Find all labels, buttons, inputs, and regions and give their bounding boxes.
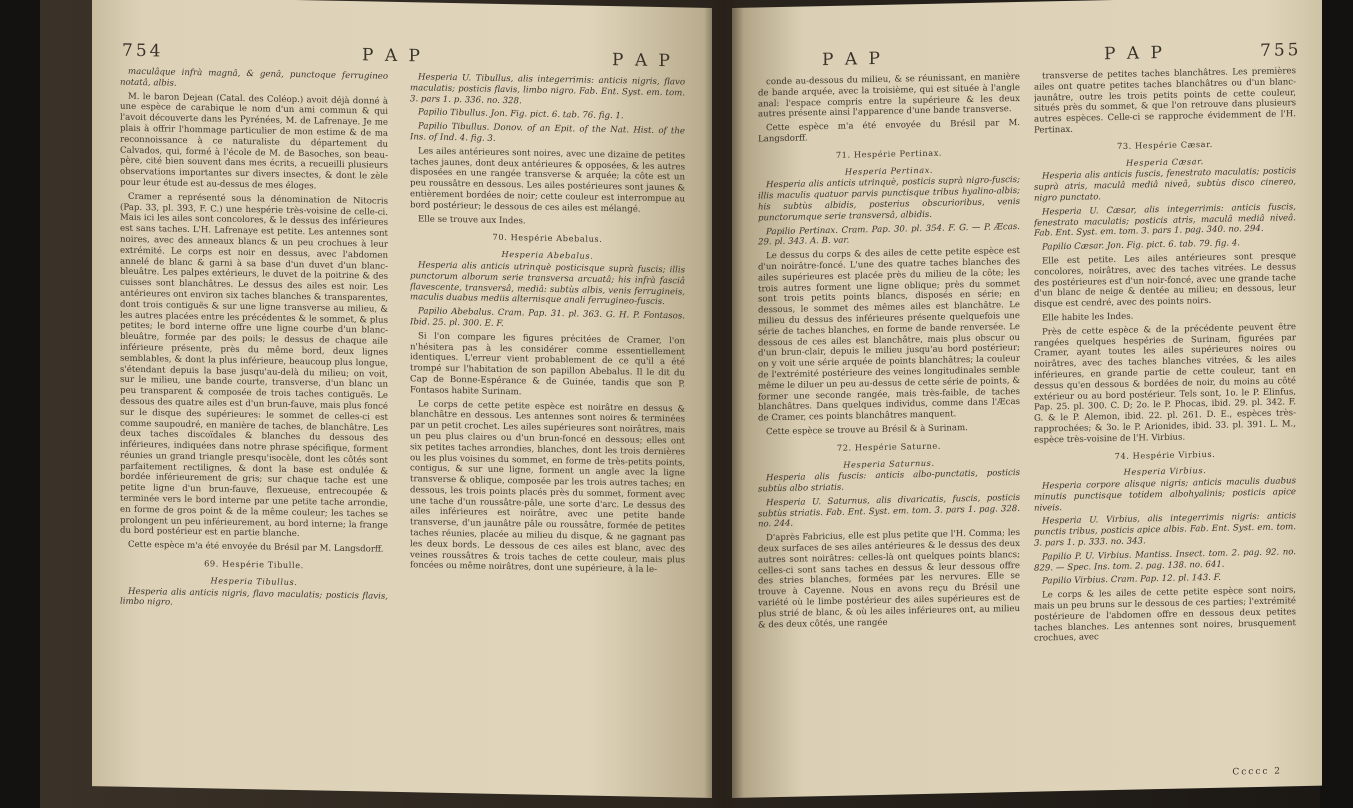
species-heading: 71. Hespérie Pertinax. xyxy=(835,147,943,160)
right-running-title-2: P A P xyxy=(1104,42,1165,65)
species-heading: Hesperia Tibullus. xyxy=(210,575,298,587)
left-column-2 xyxy=(410,72,685,787)
paragraph: Hesperia alis fuscis: anticis albo-punctatis, posticis subtùs albo striatis. xyxy=(758,468,1020,495)
paragraph: Papilio Pertinax. Cram. Pap. 30. pl. 354. F. G. — P. Æcas. 29. pl. 343. A. B. var. xyxy=(758,221,1020,248)
paragraph: Papilio Tibullus. Donov. of an Epit. of the Nat. Hist. of the Ins. of Ind. 4. fig. 3. xyxy=(410,121,685,144)
species-heading: 74. Hespérie Virbius. xyxy=(1114,448,1216,461)
left-running-title: P A P xyxy=(362,45,423,67)
paragraph: Le corps de cette petite espèce est noirâtre en dessus & blanchâtre en dessous. Les antennes sont noires & terminées par un petit crochet. Les ailes supérieures sont noirâtres, mais un peu plus claires ou d'un brun-foncé en dessous; elles ont six petites taches arrondies, blanches, dont les trois dernières ou les plus voisines du sommet, en forme de très-petits points, contigus, & sur une ligne, forment un angle avec la ligne transverse & oblique, composée par les trois autres taches; en dessous, les trois points placés près du sommet, forment avec une tache d'un roussâtre-pâle, une sorte d'arc. Le dessus des ailes inférieures est noirâtre, avec une petite bande transverse, d'un jaunâtre pâle ou roussâtre, formée de petites taches réunies, placée au milieu du disque, & ne gagnant pas les deux bords. Le dessous de ces ailes est blanc, avec des veines roussâtres & trois taches de cette couleur, mais plus foncées ou même noirâtres, dont une supérieure, à la le- xyxy=(410,398,685,576)
species-heading: 69. Hespérie Tibulle. xyxy=(204,558,304,571)
paragraph: Hesperia alis anticis utrinquè posticisque suprà fuscis; illis punctorum alborum serie transversa arcuatâ; his infrà fasciâ flavescente, transversâ, mediâ: subtùs albis, venis ferrugineis, maculis duabus mediis alternisque anali ferrugineo-fuscis. xyxy=(410,260,685,308)
species-heading: 70. Hespérie Abebalus. xyxy=(492,232,603,245)
paragraph: Cette espèce se trouve au Brésil & à Surinam. xyxy=(766,422,968,438)
species-heading: 73. Hespérie Cæsar. xyxy=(1117,138,1213,151)
species-heading: Hesperia Cæsar. xyxy=(1126,155,1204,168)
paragraph: Elle habite les Indes. xyxy=(1042,311,1134,324)
paragraph: Hesperia U. Cæsar, alis integerrimis: anticis fuscis, fenestrato maculatis; posticis atris, maculâ mediâ niveâ. Fab. Ent. Syst. em. tom. 3. pars 1. pag. 340. no. 294. xyxy=(1034,201,1296,240)
left-page-number: 754 xyxy=(122,40,164,62)
right-page-number: 755 xyxy=(1260,40,1302,61)
paragraph: maculâque infrà magnâ, & genâ, punctoque ferrugineo notatâ, albis. xyxy=(120,66,388,89)
paragraph: Hesperia corpore alisque nigris; anticis maculis duabus minutis punctisque totidem albohyalinis; posticis apice niveis. xyxy=(1034,476,1296,514)
species-heading: Hesperia Abebalus. xyxy=(501,249,594,261)
catchword: Ccccc 2 xyxy=(1232,766,1282,778)
paragraph: Papilio Cæsar. Jon. Fig. pict. 6. tab. 79. fig. 4. xyxy=(1042,238,1241,253)
left-running-title-2: P A P xyxy=(612,50,673,72)
paragraph: transverse de petites taches blanchâtres. Les premières ailes ont quatre petites taches blanchâtres ou d'un blanc-jaunâtre, outre les trois petits points de cette couleur, situés près du sommet, & que l'on retrouve dans plusieurs autres espèces. Celle-ci se rapproche évidemment de l'H. Pertinax. xyxy=(1034,66,1296,136)
paragraph: Hesperia U. Tibullus, alis integerrimis: anticis nigris, flavo maculatis; posticis flavis, limbo nigro. Fab. Ent. Syst. em. tom. 3. pars 1. p. 336. no. 328. xyxy=(410,72,685,106)
left-column-1 xyxy=(120,67,388,782)
right-column-1 xyxy=(758,72,1020,787)
paragraph: Papilio Tibullus. Jon. Fig. pict. 6. tab. 76. fig. 1. xyxy=(418,107,624,122)
paragraph: Hesperia alis anticis utrinquè, posticis suprà nigro-fuscis; illis maculis quatuor parvis punctisque tribus hyalino-albis; his subtùs albidis, posterius obscurioribus, venis punctorumque serie transversâ, albidis. xyxy=(758,175,1020,224)
paragraph: Les ailes antérieures sont noires, avec une dizaine de petites taches jaunes, dont deux antérieures & opposées, & les autres disposées en une rangée transverse & arquée; la côte est un peu roussâtre en dessous. Les ailes postérieures sont jaunes & entièrement bordées de noir; cette couleur est interrompue au bord postérieur; le dessous de ces ailes est mélangé. xyxy=(410,146,685,215)
paragraph: Hesperia U. Saturnus, alis divaricatis, fuscis, posticis subtùs striatis. Fab. Ent. Syst. em. tom. 3. pars 1. pag. 328. no. 244. xyxy=(758,492,1020,530)
book-spread xyxy=(40,0,1320,808)
paragraph: Le dessus du corps & des ailes de cette petite espèce est d'un noirâtre-foncé. L'une des quatre taches blanches des ailes supérieures est placée près du milieu de la côte; les trois autres forment une ligne oblique; près du sommet sont trois petits points blancs, disposés en série; en dessous, le sommet des mêmes ailes est blanchâtre. Le milieu du dessus des inférieures présente quelquefois une série de taches blanches, en forme de bande renversée. Le dessous de ces ailes est blanchâtre, mais plus obscur ou d'un brun-clair, depuis le milieu jusqu'au bord postérieur; on y voit une série arquée de points blanchâtres; la couleur de l'extrémité postérieure des veines longitudinales semble même le diluer un peu au-dessus de cette série de points, & former une seconde rangée, mais très-faible, de taches blanchâtres. Dans quelques individus, comme dans l'Æcas de Cramer, ces points blanchâtres manquent. xyxy=(758,246,1020,424)
species-heading: Hesperia Pertinax. xyxy=(844,164,934,177)
species-heading: Hesperia Saturnus. xyxy=(843,457,935,470)
paragraph: Près de cette espèce & de la précédente peuvent être rangées quelques hespéries de Surinam, figurées par Cramer, ayant toutes les ailes supérieures noires ou noirâtres, avec des taches blanches vitrées, & les ailes inférieures, en grande partie de cette couleur, tant en dessus qu'en dessous & bordées de noir, du moins au côté extérieur ou au bord postérieur. Tels sont, 1o. le P. Elinfus, Pap. 25. pl. 300. C. D; 2o. le P. Phocas, ibid. 29. pl. 342. F. G. & le P. Alemon, ibid. 22. pl. 261. D. E., espèces très-rapprochées; & 3o. le P. Arionides, ibid. 33. pl. 391. L. M., espèce très-voisine de l'H. Virbius. xyxy=(1034,321,1296,446)
left-page xyxy=(92,0,712,798)
paragraph: Le corps & les ailes de cette petite espèce sont noirs, mais un peu bruns sur le dessous de ces parties; l'extrémité postérieure de l'abdomen offre en dessous deux petites taches blanches. Les antennes sont noires, brusquement crochues, avec xyxy=(1034,585,1296,645)
paragraph: Si l'on compare les figures précitées de Cramer, l'on n'hésitera pas à les considérer comme essentiellement identiques. L'erreur vient probablement de ce qu'il a été trompé sur l'habitation de son papillon Abebalus. Il le dit du Cap de Bonne-Espérance & de Guinée, tandis que son P. Fontasos habite Surinam. xyxy=(410,331,685,398)
paragraph: Papilio P. U. Virbius. Mantiss. Insect. tom. 2. pag. 92. no. 829. — Spec. Ins. tom. 2. pag. 138. no. 641. xyxy=(1034,547,1296,574)
paragraph: Papilio Abebalus. Cram. Pap. 31. pl. 363. G. H. P. Fontasos. Ibid. 25. pl. 300. E. F. xyxy=(410,306,685,329)
right-running-title: P A P xyxy=(822,48,883,71)
paragraph: Elle est petite. Les ailes antérieures sont presque concolores, noirâtres, avec des taches vitrées. Le dessus des postérieures est d'un noir-foncé, avec une grande tache d'un blanc de neige & dentée au milieu; en dessous, leur disque est cendré, avec des points noirs. xyxy=(1034,251,1296,310)
paragraph: conde au-dessous du milieu, & se réunissant, en manière de bande arquée, avec la troisième, qui est située à l'angle anal: l'espace compris entre la supérieure & les deux autres présente ainsi l'apparence d'une bande transverse. xyxy=(758,71,1020,120)
paragraph: Hesperia U. Virbius, alis integerrimis nigris: anticis punctis tribus, posticis apice albis. Fab. Ent. Syst. em. tom. 3. pars 1. p. 333. no. 343. xyxy=(1034,511,1296,549)
species-heading: 72. Hespérie Saturne. xyxy=(836,440,942,453)
paragraph: Cette espèce m'a été envoyée du Brésil par M. Langsdorff. xyxy=(758,118,1020,145)
paragraph: Hesperia alis anticis nigris, flavo maculatis; posticis flavis, limbo nigro. xyxy=(120,586,388,609)
paragraph: D'après Fabricius, elle est plus petite que l'H. Comma; les deux surfaces de ses ailes antérieures & le dessus des deux autres sont noirâtres: celles-là ont quelques points blancs; celles-ci sont sans taches en dessus & leur dessous offre des stries blanches, formées par les nervures. Elle se trouve à Cayenne. Nous en avons reçu du Brésil une variété où le limbe postérieur des ailes supérieures est de plus strié de blanc, & où les ailes inférieures ont, au milieu & des deux côtés, une rangée xyxy=(758,528,1020,631)
species-heading: Hesperia Virbius. xyxy=(1123,465,1207,478)
paragraph: Elle se trouve aux Indes. xyxy=(418,213,526,226)
paragraph: M. le baron Dejean (Catal. des Coléop.) avoit déjà donné à une espèce de carabique le nom d'un ami commun & qui l'avoit découverte dans les Pyrénées, M. de Lafrenaye. Je me plais à offrir l'hommage particulier de mon estime & de ma reconnoissance à ce naturaliste du département du Calvados, qui, formé à l'école de M. de Basoches, son beau-père, cité bien souvent dans mes écrits, a recueilli plusieurs observations importantes sur divers insectes, & dont le zèle pour leur étude est au-dessus de mes éloges. xyxy=(120,91,388,192)
book-gutter xyxy=(704,0,744,808)
paragraph: Cette espèce m'a été envoyée du Brésil par M. Langsdorff. xyxy=(128,540,384,555)
paragraph: Hesperia alis anticis fuscis, fenestrato maculatis; posticis suprà atris, maculâ mediâ niveâ, subtùs disco cinereo, nigro punctato. xyxy=(1034,166,1296,204)
right-page xyxy=(732,0,1322,798)
paragraph: Cramer a représenté sous la dénomination de Nitocris (Pap. 33, pl. 393, F. C.) une hespérie très-voisine de celle-ci. Mais ici les ailes sont concolores, & le dessus des inférieures est sans taches. L'H. Lafrenaye est petite. Les antennes sont noires, avec des anneaux blancs & un peu crochues à leur extrémité. Le corps est noir en dessus, avec l'abdomen annelé de blanc & garni à sa base d'un duvet d'un blanc-bleuâtre. Les palpes extérieurs, le duvet de la poitrine & des cuisses sont blanchâtres. Le dessus des ailes est noir. Les antérieures ont environ six taches blanches & transparentes, dont trois contiguës & sur une ligne transverse au milieu, & les autres placées entre les précédentes & le sommet, & plus petites; le bord interne offre une ligne courbe d'un blanc-bleuâtre, formée par des poils; le dessus de chaque aile inférieure présente, près du même bord, deux lignes semblables, & dont la plus inférieure, beaucoup plus longue, s'étendant depuis la base jusqu'au-delà du milieu; on voit, sur le milieu, une bande courte, transverse, d'un blanc un peu transparent & composée de trois taches contiguës. Le dessous des quatre ailes est d'un brun-fauve, mais plus foncé sur le disque des supérieures: le sommet de celles-ci est comme saupoudré, en manière de taches, de blanchâtre. Les deux taches discoïdales & blanches du dessous des inférieures, indiquées dans notre phrase spécifique, forment réunies un grand triangle presqu'isocèle, dont les côtés sont parfaitement rectilignes, & dont la base est ondulée & bordée inférieurement de gris; sur chaque tache est une petite ligne d'un brun-fauve, flexueuse, entrecoupée & terminée vers le bord interne par une petite tache arrondie, en forme de gros point & de la même couleur; les taches se prolongent un peu inférieurement, au bord interne; la frange du bord postérieur est en partie blanche. xyxy=(120,191,388,540)
paragraph: Papilio Virbius. Cram. Pap. 12. pl. 143. F. xyxy=(1042,573,1221,587)
right-column-2 xyxy=(1034,66,1296,763)
